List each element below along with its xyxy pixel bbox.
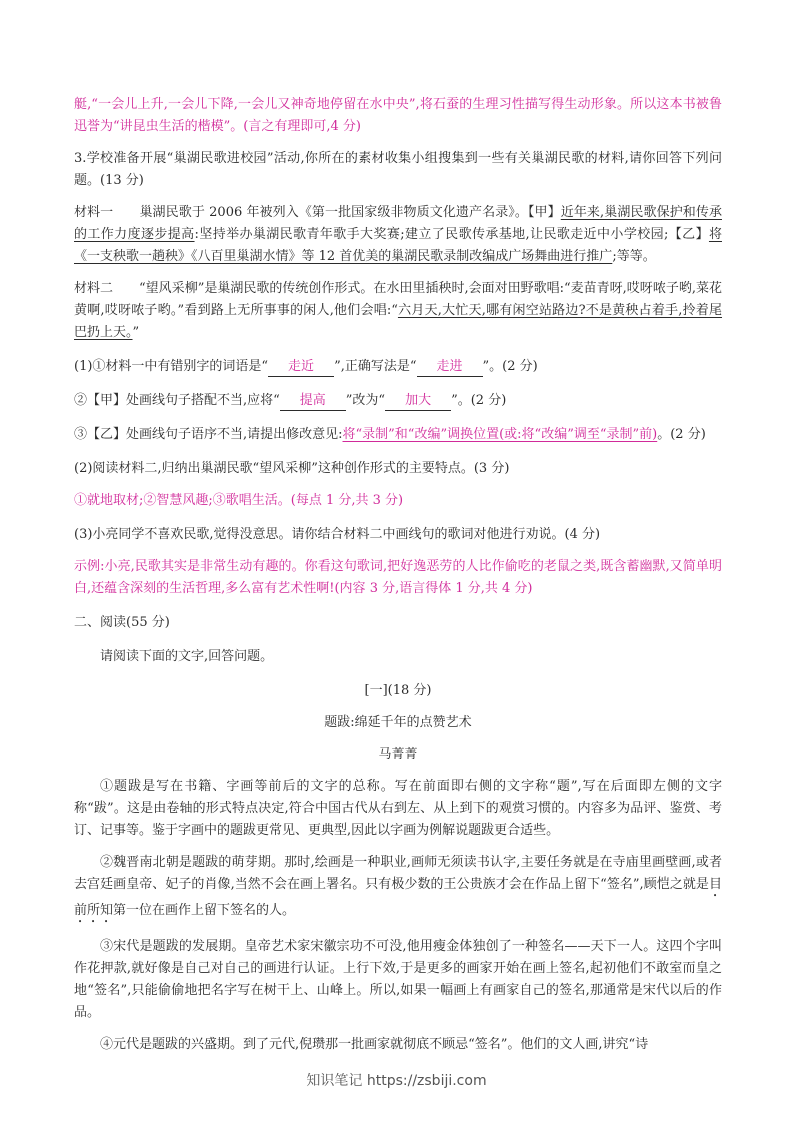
paragraph-1: ①题跋是写在书籍、字画等前后的文字的总称。写在前面即右侧的文字称“题”,写在后面即左侧的文字称“跋”。这是由卷轴的形式特点决定,符合中国古代从右到左、从上到下的观赏习惯的。内容多为品评、鉴赏、考订、记事等。鉴于字画中的题跋更常见、更典型,因此以字画为例解说题跋更合适些。 [74, 779, 722, 838]
answer-reorder-suggestion: 将“录制”和“改编”调换位置(或:将“改编”调至“录制”前) [342, 427, 658, 442]
material-1-label: 材料一 [74, 205, 114, 220]
sub-question-3-prompt: (3)小亮同学不喜欢民歌,觉得没意思。请你结合材料二中画线句的歌词对他进行劝说。(4 分) [74, 527, 601, 542]
answer-blank-wrong-word: 走近 [268, 358, 334, 377]
paragraph-2: ②魏晋南北朝是题跋的萌芽期。那时,绘画是一种职业,画师无须读书认字,主要任务就是在寺庙里画壁画,或者去宫廷画皇帝、妃子的肖像,当然不会在画上署名。只有极少数的王公贵族才会在作品上留下“签名”,顾恺之就是目前所知第一位在画作上留下签名的人。 [74, 855, 722, 918]
jia-underlined-sentence: 近年来,巢湖民歌保护和传承的工作力度逐步提高 [74, 205, 722, 242]
paragraph-4: ④元代是题跋的兴盛期。到了元代,倪瓒那一批画家就彻底不顾忌“签名”。他们的文人画,讲究“诗 [100, 1037, 649, 1052]
answer-continuation: 艇,“一会儿上升,一会儿下降,一会儿又神奇地停留在水中央”,将石蚕的生理习性描写得生动形象。所以这本书被鲁迅誉为“讲昆虫生活的楷模”。(言之有理即可,4 分) [74, 97, 722, 134]
sub-question-1b: ②【甲】处画线句子搭配不当,应将“ 提高 ”改为“ 加大 ”。(2 分) [74, 390, 722, 412]
sub-question-3-answer: 示例:小亮,民歌其实是非常生动有趣的。你看这句歌词,把好逸恶劳的人比作偷吃的老鼠之类,既含蓄幽默,又简单明白,还蕴含深刻的生活哲理,多么富有艺术性啊!(内容 3 分,语言得体 1 分,共 4 分) [74, 559, 722, 596]
sub-question-2-prompt: (2)阅读材料二,归纳出巢湖民歌“望风采柳”这种创作形式的主要特点。(3 分) [74, 461, 510, 476]
sub-question-1a: (1)①材料一中有错别字的词语是“ 走近 ”,正确写法是“ 走进 ”。(2 分) [74, 356, 722, 378]
section-heading: 二、阅读(55 分) [74, 615, 170, 630]
site-watermark-footer: 知识笔记 https://zsbiji.com [306, 1073, 487, 1089]
part-label: [一](18 分) [364, 683, 432, 698]
article-title: 题跋:绵延千年的点赞艺术 [324, 715, 472, 730]
sub-question-1c: ③【乙】处画线句子语序不当,请提出修改意见:将“录制”和“改编”调换位置(或:将“改编”调至“录制”前)。(2 分) [74, 427, 706, 442]
answer-blank-from: 提高 [280, 392, 346, 411]
question-3-prompt: 3.学校准备开展“巢湖民歌进校园”活动,你所在的素材收集小组搜集到一些有关巢湖民歌的材料,请你回答下列问题。(13 分) [74, 151, 722, 188]
document-page [74, 94, 722, 1056]
reading-instruction: 请阅读下面的文字,回答问题。 [100, 649, 274, 664]
article-author: 马菁菁 [378, 747, 418, 762]
answer-blank-correct-word: 走进 [417, 358, 483, 377]
song-underlined-lyrics: 六月天,大忙天,哪有闲空站路边?不是黄秧占着手,拎着尾巴扔上天。 [74, 303, 723, 340]
yi-underlined-sentence: 将《一支秧歌一趟秧》《八百里巢湖水情》等 12 首优美的巢湖民歌录制改编成广场舞曲进行推广 [74, 227, 722, 264]
material-1: 材料一 巢湖民歌于 2006 年被列入《第一批国家级非物质文化遗产名录》。【甲】近年来,巢湖民歌保护和传承的工作力度逐步提高:坚持举办巢湖民歌青年歌手大奖赛;建立了民歌传承基地,让民歌走近中小学校园;【乙】将《一支秧歌一趟秧》《八百里巢湖水情》等 12 首优美的巢湖民歌录制改编成广场舞曲进行推广;等等。 [74, 205, 722, 264]
material-2: 材料二 “望风采柳”是巢湖民歌的传统创作形式。在水田里插秧时,会面对田野歌唱:“麦苗青呀,哎呀哝子哟,菜花黄啊,哎呀哝子哟。”看到路上无所事事的闲人,他们会唱:“六月天,大忙天,哪有闲空站路边?不是黄秧占着手,拎着尾巴扔上天。” [74, 281, 723, 340]
paragraph-3: ③宋代是题跋的发展期。皇帝艺术家宋徽宗功不可没,他用瘦金体独创了一种签名——天下一人。这四个字叫作花押款,就好像是自己对自己的画进行认证。上行下效,于是更多的画家开始在画上签名,起初他们不敢室而皇之地“签名”,只能偷偷地把名字写在树干上、山峰上。所以,如果一幅画上有画家自己的签名,那通常是宋代以后的作品。 [74, 939, 722, 1020]
answer-blank-to: 加大 [385, 392, 451, 411]
emphasis-dotted-phrase: 目前所知 [74, 877, 722, 918]
sub-question-2-answer: ①就地取材;②智慧风趣;③歌唱生活。(每点 1 分,共 3 分) [74, 493, 404, 508]
material-2-label: 材料二 [74, 281, 114, 296]
